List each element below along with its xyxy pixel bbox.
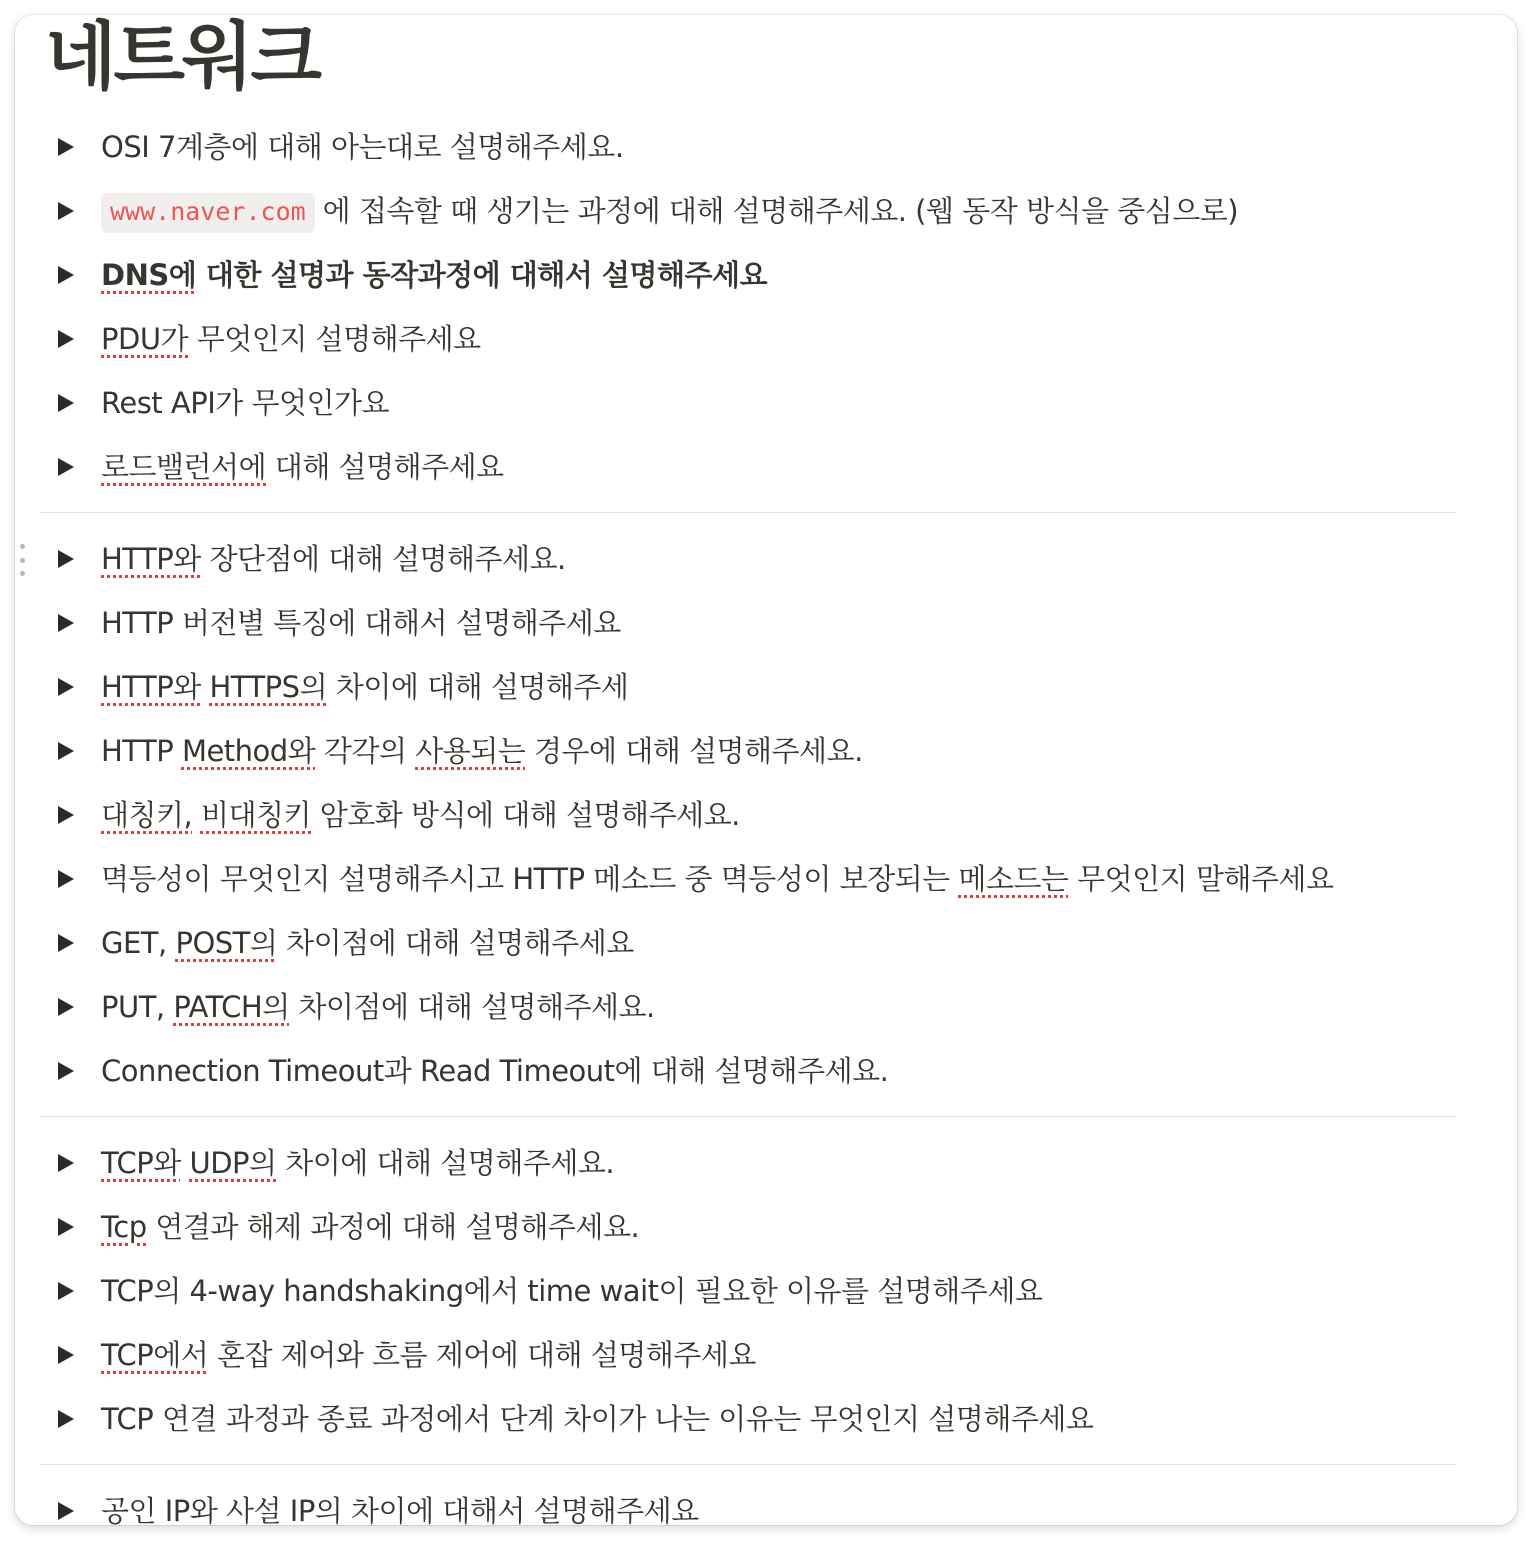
toggle-arrow-icon[interactable] (58, 1346, 74, 1364)
misspelled-word: 로드밸런서에 (101, 450, 267, 484)
misspelled-word: TCP와 (101, 1146, 181, 1180)
toggle-arrow-icon[interactable] (58, 1154, 74, 1172)
toggle-arrow-icon[interactable] (58, 550, 74, 568)
toggle-arrow-icon[interactable] (58, 934, 74, 952)
toggle-arrow-icon[interactable] (58, 394, 74, 412)
text-segment: 혼잡 제어와 흐름 제어에 대해 설명해주세요 (208, 1338, 756, 1372)
toggle-list (15, 115, 1517, 1525)
text-segment: 무엇인지 설명해주세요 (188, 322, 481, 356)
toggle-arrow-icon[interactable] (58, 330, 74, 348)
text-segment (181, 1146, 190, 1180)
toggle-item-text[interactable] (101, 1401, 1093, 1437)
toggle-item-text[interactable] (101, 257, 767, 293)
text-segment: 암호화 방식에 대해 설명해주세요. (311, 798, 740, 832)
toggle-item[interactable] (15, 1195, 1517, 1259)
toggle-item[interactable] (15, 591, 1517, 655)
toggle-item[interactable] (15, 911, 1517, 975)
toggle-item[interactable] (15, 847, 1517, 911)
misspelled-word: POST의 (175, 926, 278, 960)
toggle-item[interactable] (15, 179, 1517, 243)
toggle-arrow-icon[interactable] (58, 806, 74, 824)
text-segment: 각각의 (315, 734, 416, 768)
divider (40, 1464, 1457, 1465)
text-segment: 에 접속할 때 생기는 과정에 대해 설명해주세요. (웹 동작 방식을 중심으로) (322, 194, 1239, 228)
document-window (15, 15, 1517, 1525)
misspelled-word: DNS에 (101, 258, 197, 292)
toggle-item-text[interactable] (101, 1053, 888, 1089)
misspelled-word: PATCH의 (173, 990, 290, 1024)
text-segment: TCP 연결 과정과 종료 과정에서 단계 차이가 나는 이유는 무엇인지 설명해주세요 (101, 1402, 1094, 1436)
toggle-item-text[interactable] (101, 541, 566, 577)
toggle-arrow-icon[interactable] (58, 1218, 74, 1236)
text-segment: 차이점에 대해 설명해주세요. (289, 990, 655, 1024)
text-segment: 차이에 대해 설명해주세 (327, 670, 629, 704)
toggle-arrow-icon[interactable] (58, 678, 74, 696)
misspelled-word: UDP의 (189, 1146, 277, 1180)
toggle-item[interactable] (15, 975, 1517, 1039)
toggle-item-text[interactable] (101, 797, 740, 833)
toggle-item-text[interactable] (101, 1145, 614, 1181)
toggle-item[interactable] (15, 655, 1517, 719)
text-segment: 무엇인지 말해주세요 (1068, 862, 1334, 896)
toggle-item-text[interactable] (101, 733, 863, 769)
toggle-item-text[interactable] (101, 385, 389, 421)
toggle-item[interactable] (15, 115, 1517, 179)
toggle-item[interactable] (15, 1387, 1517, 1451)
toggle-item[interactable] (15, 1039, 1517, 1103)
text-segment: 경우에 대해 설명해주세요. (525, 734, 863, 768)
toggle-item-text[interactable] (101, 605, 621, 641)
inline-code: www.naver.com (101, 193, 315, 233)
text-segment: OSI 7계층에 대해 아는대로 설명해주세요. (101, 130, 624, 164)
toggle-arrow-icon[interactable] (58, 998, 74, 1016)
text-segment: HTTP (101, 734, 182, 768)
toggle-item[interactable] (15, 243, 1517, 307)
text-segment: 장단점에 대해 설명해주세요. (200, 542, 566, 576)
drag-handle-icon[interactable] (20, 544, 26, 576)
toggle-item-text[interactable] (101, 193, 1238, 233)
toggle-item[interactable] (15, 1479, 1517, 1525)
text-segment: 대한 설명과 동작과정에 대해서 설명해주세요 (196, 258, 767, 292)
divider (40, 512, 1457, 513)
text-segment: HTTP 버전별 특징에 대해서 설명해주세요 (101, 606, 621, 640)
toggle-item[interactable] (15, 783, 1517, 847)
misspelled-word: Method와 (181, 734, 316, 768)
text-segment: 차이점에 대해 설명해주세요 (277, 926, 634, 960)
toggle-arrow-icon[interactable] (58, 742, 74, 760)
toggle-item-text[interactable] (101, 449, 504, 485)
misspelled-word: HTTPS의 (209, 670, 328, 704)
toggle-arrow-icon[interactable] (58, 1062, 74, 1080)
misspelled-word: PDU가 (101, 322, 189, 356)
text-segment: Rest API가 무엇인가요 (101, 386, 390, 420)
text-segment: 공인 IP와 사설 IP의 차이에 대해서 설명해주세요 (101, 1494, 699, 1525)
misspelled-word: 대칭키, (101, 798, 193, 832)
toggle-section (15, 1131, 1517, 1451)
toggle-item-text[interactable] (101, 1209, 639, 1245)
toggle-item-text[interactable] (101, 669, 628, 705)
toggle-arrow-icon[interactable] (58, 458, 74, 476)
toggle-arrow-icon[interactable] (58, 1282, 74, 1300)
toggle-section (15, 115, 1517, 499)
misspelled-word: 메소드는 (958, 862, 1069, 896)
misspelled-word: 비대칭키 (200, 798, 312, 832)
misspelled-word: Tcp (101, 1210, 147, 1244)
toggle-arrow-icon[interactable] (58, 138, 74, 156)
toggle-item-text[interactable] (101, 321, 481, 357)
toggle-item-text[interactable] (101, 925, 634, 961)
toggle-section (15, 527, 1517, 1103)
toggle-item[interactable] (15, 1323, 1517, 1387)
page-title[interactable]: 네트워크 (45, 15, 319, 100)
text-segment: GET, (101, 926, 176, 960)
toggle-item-text[interactable] (101, 1273, 1042, 1309)
misspelled-word: 사용되는 (415, 734, 526, 768)
misspelled-word: HTTP와 (101, 670, 201, 704)
toggle-item-text[interactable] (101, 1337, 756, 1373)
text-segment: 대해 설명해주세요 (266, 450, 504, 484)
toggle-item[interactable] (15, 1131, 1517, 1195)
divider (40, 1116, 1457, 1117)
misspelled-word: HTTP와 (101, 542, 201, 576)
text-segment (192, 798, 201, 832)
toggle-item-text[interactable] (101, 1493, 699, 1525)
toggle-arrow-icon[interactable] (58, 614, 74, 632)
toggle-item[interactable] (15, 371, 1517, 435)
toggle-item-text[interactable] (101, 129, 624, 165)
toggle-item[interactable] (15, 719, 1517, 783)
text-segment: PUT, (101, 990, 174, 1024)
toggle-item[interactable] (15, 1259, 1517, 1323)
text-segment: 연결과 해제 과정에 대해 설명해주세요. (146, 1210, 640, 1244)
misspelled-word: TCP에서 (101, 1338, 209, 1372)
toggle-arrow-icon[interactable] (58, 870, 74, 888)
toggle-arrow-icon[interactable] (58, 202, 74, 220)
toggle-item[interactable] (15, 307, 1517, 371)
toggle-section (15, 1479, 1517, 1525)
toggle-item[interactable] (15, 527, 1517, 591)
text-segment: 멱등성이 무엇인지 설명해주시고 HTTP 메소드 중 멱등성이 보장되는 (101, 862, 959, 896)
toggle-item-text[interactable] (101, 989, 655, 1025)
toggle-item[interactable] (15, 435, 1517, 499)
toggle-arrow-icon[interactable] (58, 266, 74, 284)
toggle-item-text[interactable] (101, 861, 1333, 897)
text-segment: TCP의 4-way handshaking에서 time wait이 필요한 이유를 설명해주세요 (101, 1274, 1043, 1308)
text-segment: 차이에 대해 설명해주세요. (276, 1146, 615, 1180)
text-segment: Connection Timeout과 Read Timeout에 대해 설명해주세요. (101, 1054, 889, 1088)
toggle-arrow-icon[interactable] (58, 1502, 74, 1520)
toggle-arrow-icon[interactable] (58, 1410, 74, 1428)
